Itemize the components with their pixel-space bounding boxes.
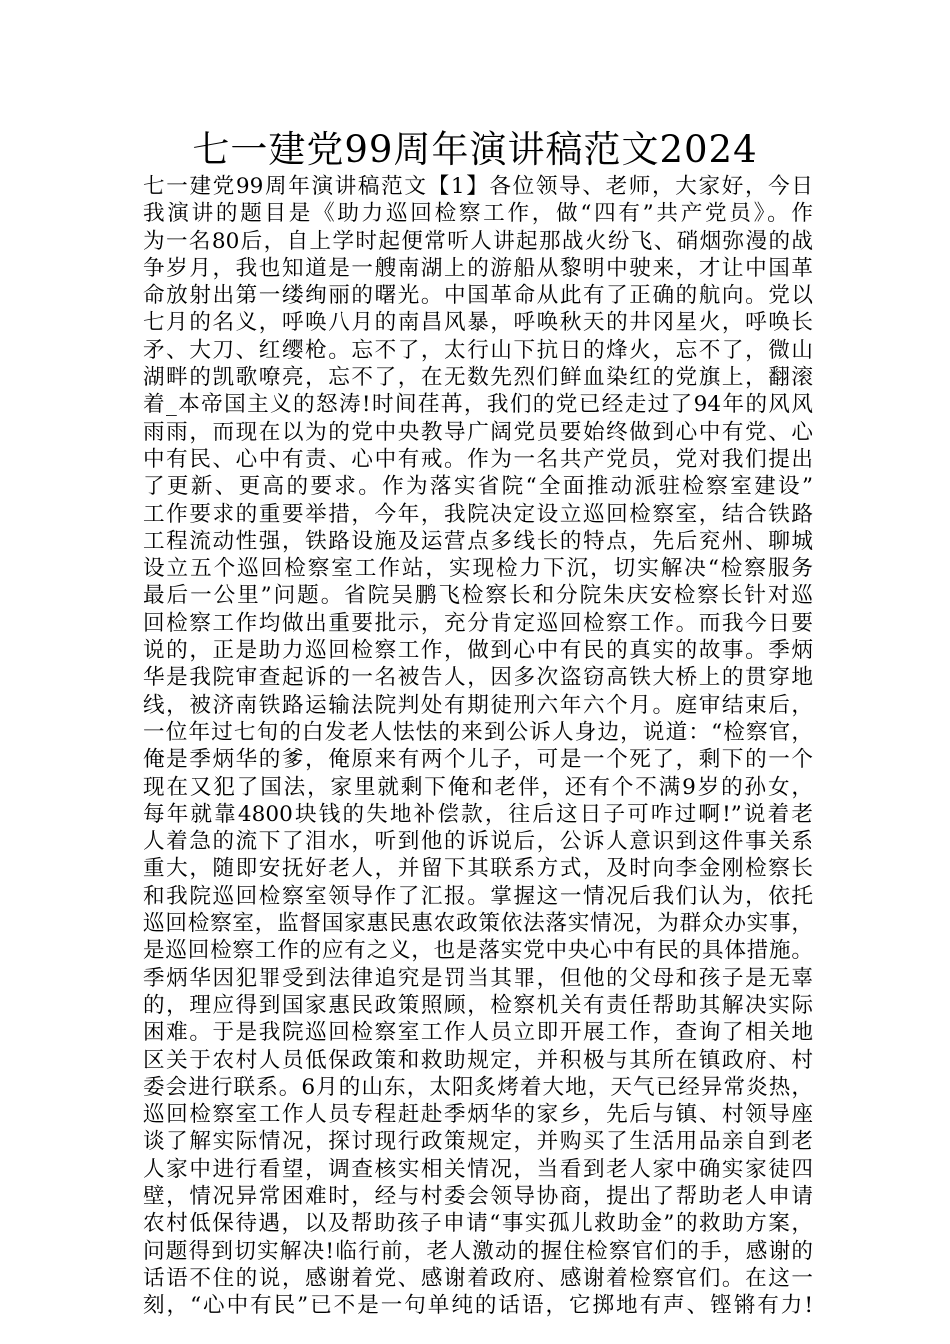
document-body	[143, 173, 813, 1319]
body-line: 农村低保待遇，以及帮助孩子申请“事实孤儿救助金”的救助方案，	[143, 1211, 813, 1237]
body-line: 重大，随即安抚好老人，并留下其联系方式，及时向李金刚检察长	[143, 856, 813, 882]
body-line: 为一名80后，自上学时起便常听人讲起那战火纷飞、硝烟弥漫的战	[143, 228, 813, 254]
body-line: 壁，情况异常困难时，经与村委会领导协商，提出了帮助老人申请	[143, 1183, 813, 1209]
body-line: 设立五个巡回检察室工作站，实现检力下沉，切实解决“检察服务	[143, 556, 813, 582]
body-line: 的，理应得到国家惠民政策照顾，检察机关有责任帮助其解决实际	[143, 992, 813, 1018]
body-line: 工作要求的重要举措，今年，我院决定设立巡回检察室，结合铁路	[143, 501, 813, 527]
body-line: 问题得到切实解决!临行前，老人激动的握住检察官们的手，感谢的	[143, 1238, 813, 1264]
body-line: 困难。于是我院巡回检察室工作人员立即开展工作，查询了相关地	[143, 1020, 813, 1046]
body-line: 人家中进行看望，调查核实相关情况，当看到老人家中确实家徒四	[143, 1156, 813, 1182]
body-line: 湖畔的凯歌嘹亮，忘不了，在无数先烈们鲜血染红的党旗上，翻滚	[143, 365, 813, 391]
body-line: 季炳华因犯罪受到法律追究是罚当其罪，但他的父母和孩子是无辜	[143, 965, 813, 991]
body-line: 巡回检察室，监督国家惠民惠农政策依法落实情况，为群众办实事，	[143, 911, 813, 937]
body-line: 和我院巡回检察室领导作了汇报。掌握这一情况后我们认为，依托	[143, 883, 813, 909]
body-line: 俺是季炳华的爹，俺原来有两个儿子，可是一个死了，剩下的一个	[143, 747, 813, 773]
body-line: 每年就靠4800块钱的失地补偿款，往后这日子可咋过啊!”说着老	[143, 801, 813, 827]
body-line: 回检察工作均做出重要批示，充分肯定巡回检察工作。而我今日要	[143, 610, 813, 636]
body-line: 我演讲的题目是《助力巡回检察工作，做“四有”共产党员》。作	[143, 201, 813, 227]
body-line: 人着急的流下了泪水，听到他的诉说后，公诉人意识到这件事关系	[143, 829, 813, 855]
body-line: 刻，“心中有民”已不是一句单纯的话语，它掷地有声、铿锵有力!	[143, 1293, 813, 1319]
body-line: 话语不住的说，感谢着党、感谢着政府、感谢着检察官们。在这一	[143, 1265, 813, 1291]
body-line: 雨雨，而现在以为的党中央教导广阔党员要始终做到心中有党、心	[143, 419, 813, 445]
body-line: 说的，正是助力巡回检察工作，做到心中有民的真实的故事。季炳	[143, 638, 813, 664]
body-line: 七月的名义，呼唤八月的南昌风暴，呼唤秋天的井冈星火，呼唤长	[143, 310, 813, 336]
body-line: 最后一公里”问题。省院吴鹏飞检察长和分院朱庆安检察长针对巡	[143, 583, 813, 609]
body-line: 了更新、更高的要求。作为落实省院“全面推动派驻检察室建设”	[143, 474, 813, 500]
body-line: 矛、大刀、红缨枪。忘不了，太行山下抗日的烽火，忘不了，微山	[143, 337, 813, 363]
document-title: 七一建党99周年演讲稿范文2024	[192, 128, 758, 171]
body-line: 工程流动性强，铁路设施及运营点多线长的特点，先后兖州、聊城	[143, 528, 813, 554]
body-line: 七一建党99周年演讲稿范文【1】各位领导、老师，大家好，今日	[143, 174, 813, 199]
body-line: 委会进行联系。6月的山东，太阳炙烤着大地，天气已经异常炎热，	[143, 1074, 813, 1100]
body-line: 华是我院审查起诉的一名被告人，因多次盗窃高铁大桥上的贯穿地	[143, 665, 813, 691]
body-line: 区关于农村人员低保政策和救助规定，并积极与其所在镇政府、村	[143, 1047, 813, 1073]
body-line: 一位年过七旬的白发老人怯怯的来到公诉人身边，说道：“检察官，	[143, 719, 813, 745]
body-line: 线，被济南铁路运输法院判处有期徒刑六年六个月。庭审结束后，	[143, 692, 813, 718]
body-line: 着_本帝国主义的怒涛!时间荏苒，我们的党已经走过了94年的风风	[143, 392, 813, 418]
body-line: 命放射出第一缕绚丽的曙光。中国革命从此有了正确的航向。党以	[143, 283, 813, 309]
body-line: 是巡回检察工作的应有之义，也是落实党中央心中有民的具体措施。	[143, 938, 813, 964]
body-line: 中有民、心中有责、心中有戒。作为一名共产党员，党对我们提出	[143, 446, 813, 472]
body-line: 谈了解实际情况，探讨现行政策规定，并购买了生活用品亲自到老	[143, 1129, 813, 1155]
body-line: 巡回检察室工作人员专程赶赴季炳华的家乡，先后与镇、村领导座	[143, 1102, 813, 1128]
body-line: 争岁月，我也知道是一艘南湖上的游船从黎明中驶来，才让中国革	[143, 255, 813, 281]
body-line: 现在又犯了国法，家里就剩下俺和老伴，还有个不满9岁的孙女，	[143, 774, 813, 800]
